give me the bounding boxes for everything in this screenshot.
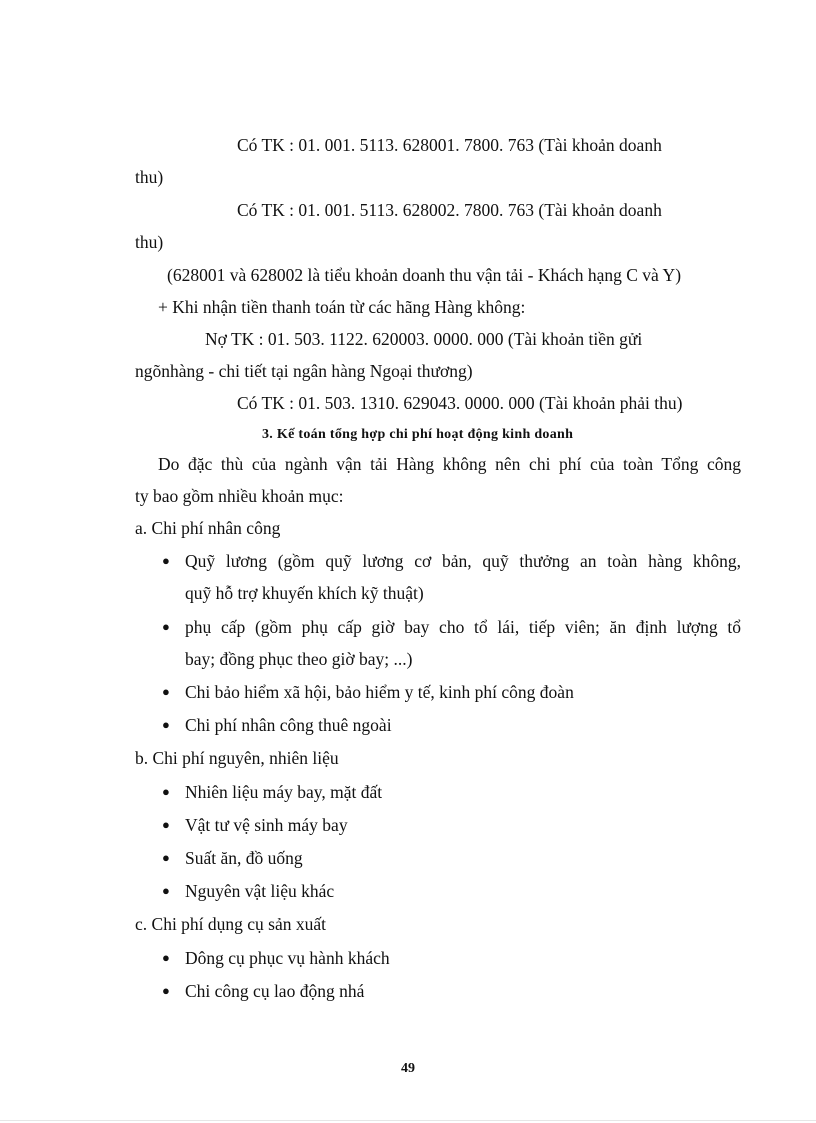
list-item: phụ cấp (gồm phụ cấp giờ bay cho tổ lái, tiếp viên; ăn định lượng tổ	[185, 617, 741, 637]
text-line: ngõnhàng - chi tiết tại ngân hàng Ngoại thương)	[135, 361, 473, 381]
list-item: Chi bảo hiểm xã hội, bảo hiểm y tế, kinh phí công đoàn	[185, 682, 574, 702]
text-line: Có TK : 01. 001. 5113. 628001. 7800. 763 (Tài khoản doanh	[237, 135, 662, 155]
paragraph-line: ty bao gồm nhiều khoản mục:	[135, 486, 344, 506]
section-title: c. Chi phí dụng cụ sản xuất	[135, 914, 327, 934]
bullet-icon: ●	[162, 850, 170, 865]
bullet-icon: ●	[162, 684, 170, 699]
list-item-continuation: bay; đồng phục theo giờ bay; ...)	[185, 649, 413, 669]
bullet-icon: ●	[162, 784, 170, 799]
bullet-icon: ●	[162, 717, 170, 732]
section-title: b. Chi phí nguyên, nhiên liệu	[135, 748, 339, 768]
text-line: + Khi nhận tiền thanh toán từ các hãng Hàng không:	[158, 297, 526, 317]
text-line: Nợ TK : 01. 503. 1122. 620003. 0000. 000 (Tài khoản tiền gửi	[205, 329, 643, 349]
bullet-icon: ●	[162, 619, 170, 634]
list-item: Nhiên liệu máy bay, mặt đất	[185, 782, 383, 802]
bullet-icon: ●	[162, 817, 170, 832]
list-item: Dông cụ phục vụ hành khách	[185, 948, 390, 968]
bullet-icon: ●	[162, 883, 170, 898]
list-item: Vật tư vệ sinh máy bay	[185, 815, 348, 835]
list-item-continuation: quỹ hỗ trợ khuyến khích kỹ thuật)	[185, 583, 424, 603]
text-line: Có TK : 01. 001. 5113. 628002. 7800. 763 (Tài khoản doanh	[237, 200, 662, 220]
text-line: thu)	[135, 167, 164, 187]
list-item: Nguyên vật liệu khác	[185, 881, 335, 901]
page-number: 49	[401, 1061, 415, 1076]
text-line: thu)	[135, 232, 164, 252]
list-item: Suất ăn, đồ uống	[185, 848, 303, 868]
list-item: Chi công cụ lao động nhá	[185, 981, 365, 1001]
list-item: Quỹ lương (gồm quỹ lương cơ bản, quỹ thưởng an toàn hàng không,	[185, 551, 741, 571]
list-item: Chi phí nhân công thuê ngoài	[185, 715, 392, 735]
bullet-icon: ●	[162, 553, 170, 568]
section-heading: 3. Kế toán tổng hợp chi phí hoạt động kinh doanh	[262, 427, 574, 442]
text-line: Có TK : 01. 503. 1310. 629043. 0000. 000 (Tài khoản phải thu)	[237, 393, 683, 413]
bullet-icon: ●	[162, 950, 170, 965]
section-title: a. Chi phí nhân công	[135, 518, 281, 538]
text-line: (628001 và 628002 là tiểu khoản doanh thu vận tải - Khách hạng C và Y)	[167, 265, 682, 285]
bullet-icon: ●	[162, 983, 170, 998]
page-bottom-divider	[0, 1120, 816, 1121]
paragraph-line: Do đặc thù của ngành vận tải Hàng không nên chi phí của toàn Tổng công	[158, 454, 741, 474]
